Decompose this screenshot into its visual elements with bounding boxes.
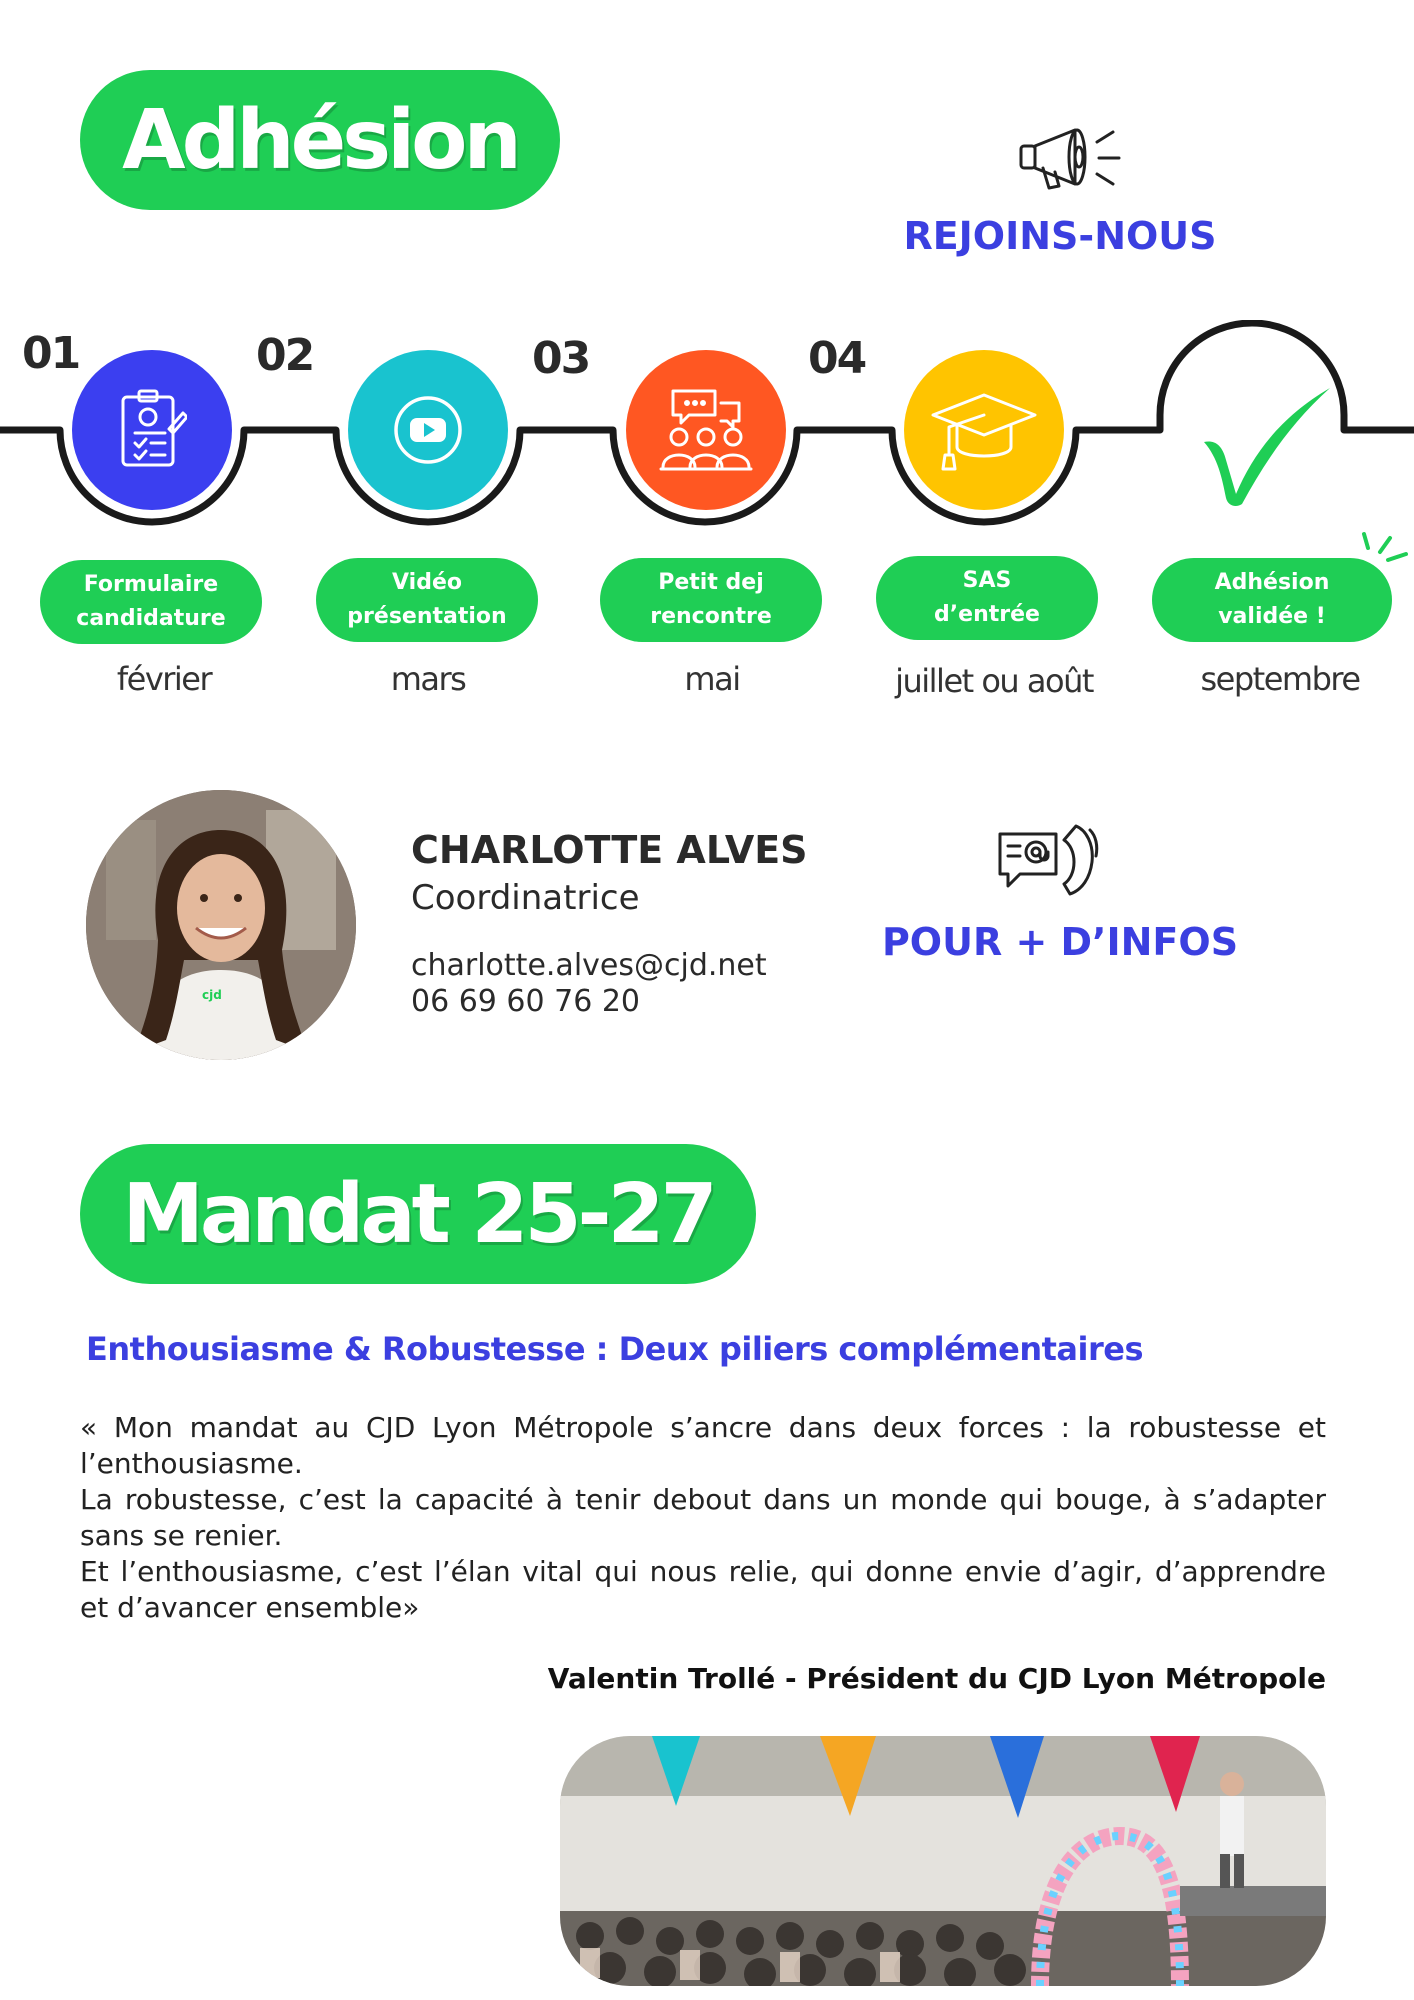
person-illustration (86, 790, 356, 1060)
step-pill-2-line2: présentation (347, 604, 507, 629)
contact-photo (86, 790, 356, 1060)
join-heading: REJOINS-NOUS (903, 214, 1217, 258)
step-pill-2 (316, 558, 538, 642)
step-pill-4-line2: d’entrée (934, 602, 1040, 627)
step-pill-2-line1: Vidéo (392, 570, 462, 595)
shirt-logo: cjd (202, 988, 222, 1002)
step-circle-meeting (626, 350, 786, 510)
step-pill-3 (600, 558, 822, 642)
quote-line-2: La robustesse, c’est la capacité à tenir debout dans un monde qui bouge, à s’adapter sans se renier. (80, 1483, 1326, 1552)
contact-email-phone-icon (996, 820, 1106, 900)
quote-author: Valentin Trollé - Président du CJD Lyon Métropole (547, 1662, 1326, 1695)
megaphone-icon (1015, 118, 1135, 198)
step-pill-4-line1: SAS (962, 568, 1012, 593)
mandat-title (80, 1144, 756, 1284)
step-month-1: février (116, 660, 212, 698)
adhesion-title (80, 70, 560, 210)
checkmark-icon (1196, 382, 1336, 512)
mandat-title-text: Mandat 25-27 (122, 1166, 714, 1262)
mandat-quote (80, 1410, 1326, 1626)
step-month-4: juillet ou août (895, 662, 1093, 700)
contact-role: Coordinatrice (411, 878, 640, 918)
meeting-icon (659, 385, 753, 475)
info-heading: POUR + D’INFOS (881, 920, 1239, 964)
event-photo-illustration (560, 1736, 1326, 1986)
mandat-subtitle: Enthousiasme & Robustesse : Deux piliers complémentaires (86, 1330, 1144, 1368)
step-month-3: mai (684, 660, 740, 698)
step-pill-5-line2: validée ! (1218, 604, 1326, 629)
step-pill-4 (876, 556, 1098, 640)
step-pill-5 (1152, 558, 1392, 642)
form-icon (117, 389, 187, 471)
step-number-2: 02 (256, 330, 314, 381)
step-pill-5-line1: Adhésion (1214, 570, 1330, 595)
quote-line-3: Et l’enthousiasme, c’est l’élan vital qui nous relie, qui donne envie d’agir, d’apprendre et d’avancer ensemble» (80, 1555, 1326, 1624)
contact-email[interactable]: charlotte.alves@cjd.net (411, 948, 767, 983)
step-pill-3-line1: Petit dej (658, 570, 764, 595)
step-circle-cap (904, 350, 1064, 510)
step-pill-1-line1: Formulaire (83, 572, 219, 597)
graduation-cap-icon (929, 385, 1039, 475)
step-month-2: mars (390, 660, 466, 698)
step-pill-1 (40, 560, 262, 644)
step-pill-3-line2: rencontre (650, 604, 772, 629)
step-month-5: septembre (1200, 660, 1360, 698)
step-number-1: 01 (22, 328, 80, 379)
step-number-4: 04 (808, 333, 866, 384)
adhesion-title-text: Adhésion (122, 92, 518, 188)
contact-name: CHARLOTTE ALVES (411, 828, 808, 872)
quote-line-1: « Mon mandat au CJD Lyon Métropole s’ancre dans deux forces : la robustesse et l’enthousiasme. (80, 1411, 1326, 1480)
step-pill-1-line2: candidature (76, 606, 226, 631)
step-circle-video (348, 350, 508, 510)
step-number-3: 03 (532, 333, 590, 384)
contact-phone[interactable]: 06 69 60 76 20 (411, 984, 641, 1019)
step-circle-form (72, 350, 232, 510)
event-photo (560, 1736, 1326, 1986)
video-play-icon (392, 394, 464, 466)
